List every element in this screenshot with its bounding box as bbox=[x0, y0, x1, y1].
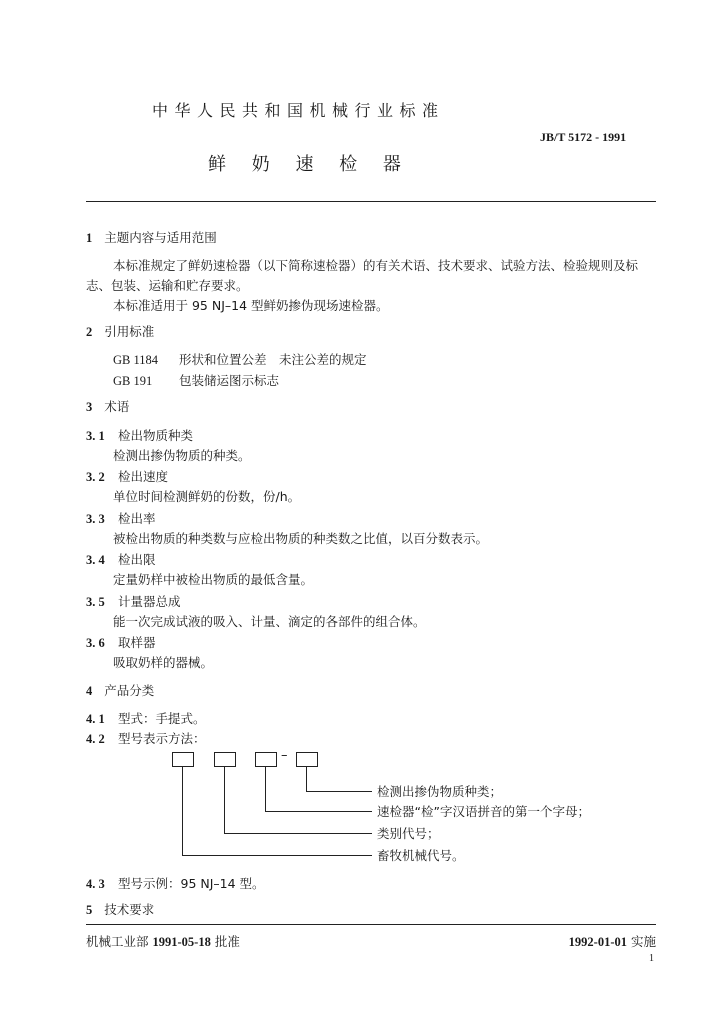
section-title: 术语 bbox=[104, 399, 130, 414]
page-number: 1 bbox=[649, 953, 654, 964]
code-label-letter: 速检器“检”字汉语拼音的第一个字母； bbox=[377, 804, 590, 819]
section-4-heading bbox=[86, 683, 154, 699]
implementation-action: 实施 bbox=[630, 934, 656, 949]
clause-number: 4. 1 bbox=[86, 712, 105, 726]
term-definition: 检测出掺伪物质的种类。 bbox=[113, 448, 251, 463]
term-definition: 定量奶样中被检出物质的最低含量。 bbox=[113, 572, 314, 587]
clause-4-3 bbox=[86, 876, 265, 892]
section-1-para-1-line-1: 本标准规定了鲜奶速检器（以下简称速检器）的有关术语、技术要求、试验方法、检验规则及标 bbox=[113, 258, 639, 273]
section-number: 4 bbox=[86, 684, 93, 698]
reference-name: 形状和位置公差 未注公差的规定 bbox=[179, 352, 367, 367]
approval-note bbox=[86, 934, 240, 950]
reference-name: 包装储运图示标志 bbox=[179, 373, 280, 388]
code-box-substance bbox=[296, 752, 318, 767]
section-title: 产品分类 bbox=[104, 683, 155, 698]
code-box-machine bbox=[172, 752, 194, 767]
term-definition: 被检出物质的种类数与应检出物质的种类数之比值，以百分数表示。 bbox=[113, 531, 489, 546]
term-name: 检出限 bbox=[118, 552, 156, 567]
reference-row bbox=[113, 352, 367, 368]
reference-code: GB 191 bbox=[113, 374, 153, 388]
term-number: 3. 3 bbox=[86, 512, 105, 526]
implementation-note bbox=[569, 934, 656, 950]
section-number: 5 bbox=[86, 903, 93, 917]
clause-text: 型号示例：95 NJ–14 型。 bbox=[118, 876, 265, 891]
section-1-heading bbox=[86, 230, 217, 246]
term-heading bbox=[86, 635, 156, 651]
section-5-heading bbox=[86, 902, 154, 918]
term-definition: 能一次完成试液的吸入、计量、滴定的各部件的组合体。 bbox=[113, 614, 426, 629]
connector-line bbox=[224, 767, 225, 834]
approval-action: 批准 bbox=[214, 934, 240, 949]
issuing-body: 中华人民共和国机械行业标准 bbox=[152, 101, 445, 120]
connector-line bbox=[265, 811, 372, 812]
term-number: 3. 4 bbox=[86, 553, 105, 567]
reference-row bbox=[113, 373, 279, 389]
section-number: 2 bbox=[86, 325, 93, 339]
section-title: 技术要求 bbox=[104, 902, 155, 917]
standard-number: JB/T 5172 - 1991 bbox=[540, 130, 627, 144]
term-definition: 吸取奶样的器械。 bbox=[113, 655, 214, 670]
code-dash: – bbox=[281, 748, 288, 763]
footer-divider bbox=[86, 924, 656, 925]
clause-text: 型号表示方法： bbox=[118, 731, 206, 746]
clause-text: 型式：手提式。 bbox=[118, 711, 206, 726]
term-number: 3. 1 bbox=[86, 429, 105, 443]
section-number: 1 bbox=[86, 231, 93, 245]
approval-date: 1991-05-18 bbox=[152, 935, 211, 949]
section-1-para-1-line-2: 志、包装、运输和贮存要求。 bbox=[86, 278, 249, 293]
term-heading bbox=[86, 511, 156, 527]
clause-4-2 bbox=[86, 731, 206, 747]
section-number: 3 bbox=[86, 400, 93, 414]
clause-number: 4. 2 bbox=[86, 732, 105, 746]
implementation-date: 1992-01-01 bbox=[568, 935, 627, 949]
term-definition: 单位时间检测鲜奶的份数，份/h。 bbox=[113, 489, 301, 504]
section-2-heading bbox=[86, 324, 154, 340]
term-heading bbox=[86, 594, 181, 610]
term-name: 检出速度 bbox=[118, 469, 169, 484]
reference-code: GB 1184 bbox=[113, 353, 159, 367]
section-title: 引用标准 bbox=[104, 324, 155, 339]
code-label-substance: 检测出掺伪物质种类； bbox=[377, 784, 503, 799]
connector-line bbox=[306, 767, 307, 792]
connector-line bbox=[182, 855, 372, 856]
term-name: 取样器 bbox=[118, 635, 156, 650]
code-label-machine: 畜牧机械代号。 bbox=[377, 848, 465, 863]
clause-4-1 bbox=[86, 711, 206, 727]
term-name: 检出率 bbox=[118, 511, 156, 526]
section-1-para-2: 本标准适用于 95 NJ–14 型鲜奶掺伪现场速检器。 bbox=[113, 298, 389, 313]
term-heading bbox=[86, 469, 168, 485]
connector-line bbox=[182, 767, 183, 856]
connector-line bbox=[265, 767, 266, 812]
term-number: 3. 5 bbox=[86, 595, 105, 609]
term-number: 3. 6 bbox=[86, 636, 105, 650]
page-title: 鲜 奶 速 检 器 bbox=[208, 154, 411, 175]
term-heading bbox=[86, 552, 156, 568]
header-divider bbox=[86, 201, 656, 202]
term-number: 3. 2 bbox=[86, 470, 105, 484]
term-name: 计量器总成 bbox=[118, 594, 181, 609]
section-title: 主题内容与适用范围 bbox=[104, 230, 217, 245]
clause-number: 4. 3 bbox=[86, 877, 105, 891]
code-label-category: 类别代号； bbox=[377, 826, 440, 841]
code-box-category bbox=[214, 752, 236, 767]
section-3-heading bbox=[86, 399, 129, 415]
connector-line bbox=[224, 833, 372, 834]
approving-body: 机械工业部 bbox=[86, 934, 149, 949]
term-name: 检出物质种类 bbox=[118, 428, 194, 443]
code-box-letter bbox=[255, 752, 277, 767]
connector-line bbox=[306, 791, 372, 792]
term-heading bbox=[86, 428, 193, 444]
